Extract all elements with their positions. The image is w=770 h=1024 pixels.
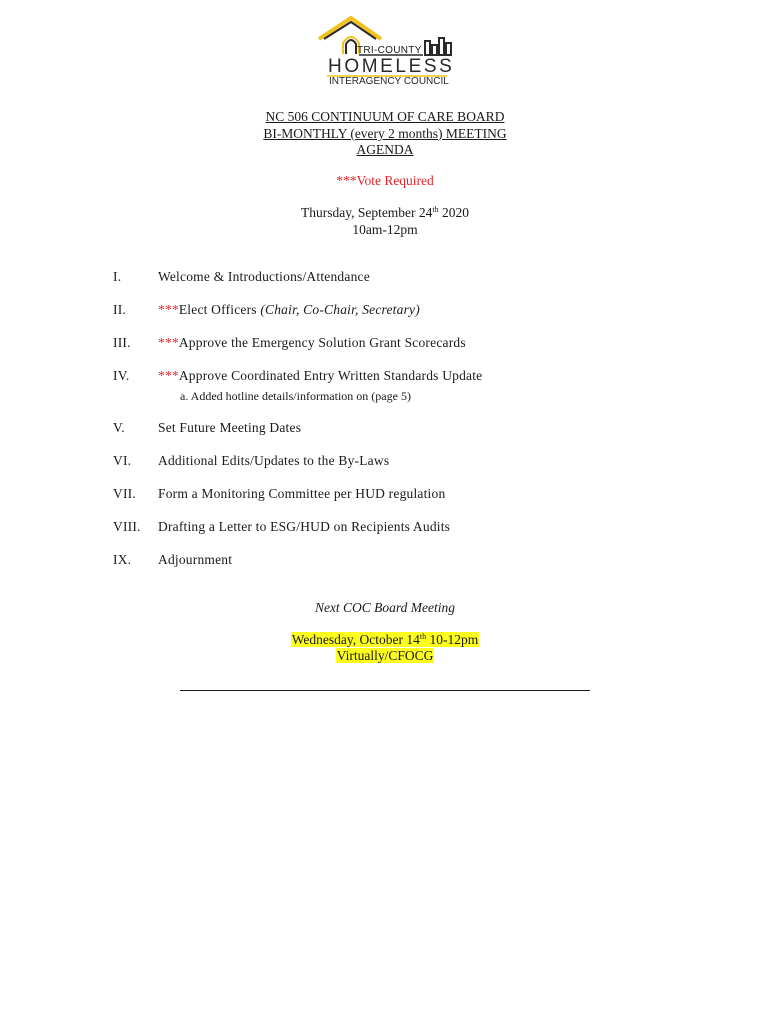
next-meeting-date [0,632,770,648]
agenda-item-number: III. [113,335,131,350]
logo-text-homeless: HOMELESS [328,56,455,77]
next-meeting-label: Next COC Board Meeting [314,600,456,615]
agenda-item-text: ***Approve Coordinated Entry Written Standards Update [158,368,483,383]
next-meeting-location [0,648,770,664]
title-line-2: BI-MONTHLY (every 2 months) MEETING [263,126,507,141]
logo-text-council: INTERAGENCY COUNCIL [329,76,449,87]
divider-line [180,690,590,691]
meeting-time: 10am-12pm [352,222,418,237]
agenda-item-text: ***Elect Officers (Chair, Co-Chair, Secretary) [158,302,420,317]
agenda-item-text: Drafting a Letter to ESG/HUD on Recipients Audits [158,519,451,534]
agenda-item-number: IV. [113,368,130,383]
agenda-item-number: VI. [113,453,132,468]
agenda-item-text: Set Future Meeting Dates [158,420,302,435]
title-line-3: AGENDA [356,142,414,157]
agenda-item-detail: (Chair, Co-Chair, Secretary) [260,302,420,317]
agenda-sub-item: a. Added hotline details/information on (page 5) [180,389,411,403]
meeting-date-year: 2020 [438,205,470,220]
agenda-item-number: VII. [113,486,136,501]
vote-required-marker: *** [158,335,179,350]
agenda-item-text: Adjournment [158,552,233,567]
logo-text-tri-county: TRI-COUNTY [357,45,422,56]
agenda-item-number: II. [113,302,126,317]
agenda-item-text: Additional Edits/Updates to the By-Laws [158,453,390,468]
vote-required-note: ***Vote Required [336,173,434,188]
organization-logo [315,14,455,90]
meeting-date-sup: th [432,205,439,214]
meeting-date [0,205,770,221]
agenda-item-number: IX. [113,552,132,567]
agenda-item-number: V. [113,420,125,435]
agenda-item-text: Form a Monitoring Committee per HUD regulation [158,486,446,501]
vote-required-marker: *** [158,302,179,317]
next-meeting-date-highlight: Wednesday, October 14th 10-12pm [291,632,479,647]
agenda-item-number: I. [113,269,122,284]
agenda-item-text: ***Approve the Emergency Solution Grant Scorecards [158,335,466,350]
agenda-item-number: VIII. [113,519,141,534]
agenda-item-text: Welcome & Introductions/Attendance [158,269,370,284]
vote-required-marker: *** [158,368,179,383]
meeting-date-text: Thursday, September 24 [300,205,433,220]
next-meeting-location-highlight: Virtually/CFOCG [336,648,434,663]
title-line-1: NC 506 CONTINUUM OF CARE BOARD [265,109,505,124]
